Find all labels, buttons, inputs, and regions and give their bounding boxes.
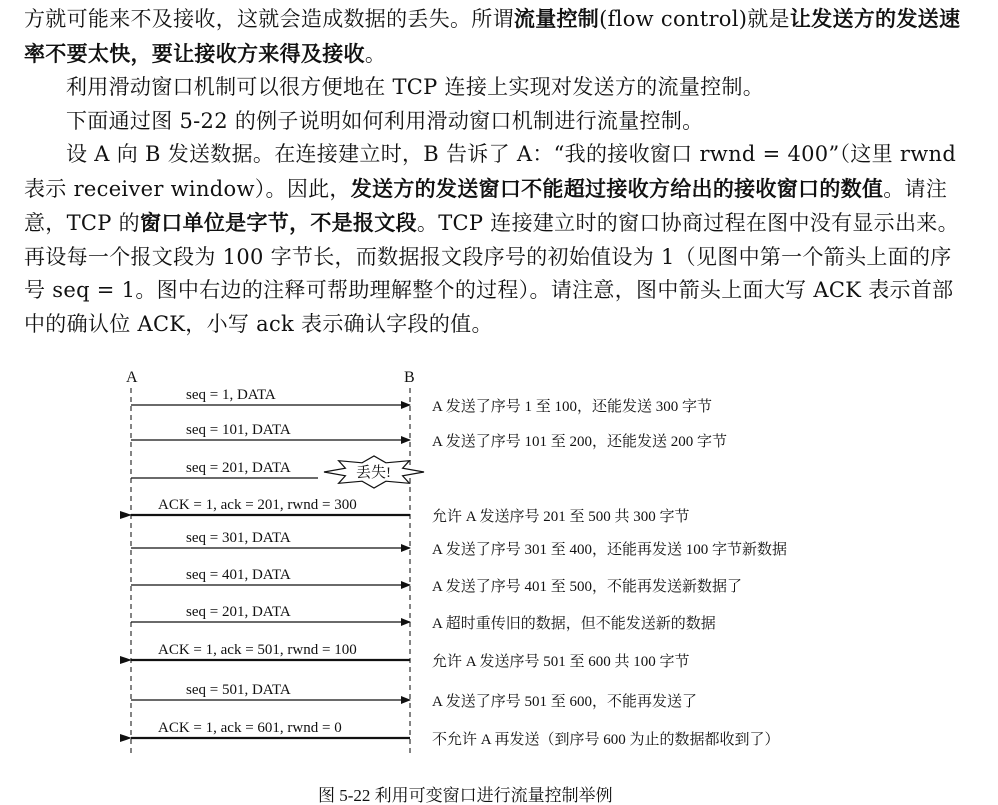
arrow-label: ACK = 1, ack = 201, rwnd = 300 xyxy=(158,497,357,513)
arrow-label: seq = 201, DATA xyxy=(186,460,291,476)
bold-window-unit: 窗口单位是字节，不是报文段 xyxy=(139,210,417,235)
arrow-label: ACK = 1, ack = 501, rwnd = 100 xyxy=(158,642,357,658)
message-6 xyxy=(131,567,742,595)
arrow-label: seq = 501, DATA xyxy=(186,682,291,698)
bold-term-flow-control: 流量控制 xyxy=(513,6,600,31)
text-run: 。TCP 连接建立时的窗口协商过程在图中没有显示出来。再设每一个报文段为 100 字节长，而数据报文段序号的初始值设为 1（见图中第一个箭头上面的序号 seq = 1。图中右边的注释可帮助理解整个的过程）。请注意，图中箭头上面大写 ACK 表示首部中的确认位 ACK，小写 ack 表示确认字段的值。 xyxy=(24,211,959,336)
message-8 xyxy=(131,642,690,670)
message-1 xyxy=(131,387,712,415)
paragraph-example-setup xyxy=(24,138,968,341)
figure-caption: 图 5-22 利用可变窗口进行流量控制举例 xyxy=(318,786,613,805)
arrow-label: ACK = 1, ack = 601, rwnd = 0 xyxy=(158,720,342,736)
party-b-label: B xyxy=(404,369,415,386)
annotation-note: A 发送了序号 1 至 100，还能发送 300 字节 xyxy=(432,399,713,415)
message-7 xyxy=(131,604,716,632)
bold-window-rule: 发送方的发送窗口不能超过接收方给出的接收窗口的数值 xyxy=(350,175,884,201)
text-run: 方就可能来不及接收，这就会造成数据的丢失。所谓 xyxy=(24,7,514,31)
text-run: 设 A 向 B 发送数据。在连接建立时，B 告诉了 A：“我的接收窗口 rwnd = 400”（这里 rwnd 表示 receiver window）。因此， xyxy=(24,142,957,201)
paragraph-sliding-window: 利用滑动窗口机制可以很方便地在 TCP 连接上实现对发送方的流量控制。 xyxy=(66,75,765,99)
text-run: 。请注意，TCP 的 xyxy=(24,176,948,235)
arrow-label: seq = 301, DATA xyxy=(186,530,291,546)
bold-definition: 让发送方的发送速率不要太快，要让接收方来得及接收 xyxy=(24,6,961,66)
lost-label: 丢失! xyxy=(356,465,391,481)
arrow-label: seq = 1, DATA xyxy=(186,387,276,403)
message-10 xyxy=(131,720,780,748)
message-2 xyxy=(131,422,727,450)
annotation-note: 允许 A 发送序号 501 至 600 共 100 字节 xyxy=(432,654,690,670)
annotation-note: 允许 A 发送序号 201 至 500 共 300 字节 xyxy=(432,509,690,525)
message-3 xyxy=(131,456,424,488)
party-a-label: A xyxy=(126,369,138,386)
body-text xyxy=(24,2,968,341)
annotation-note: A 发送了序号 501 至 600，不能再发送了 xyxy=(432,694,698,710)
annotation-note: A 发送了序号 301 至 400，还能再发送 100 字节新数据 xyxy=(432,542,788,558)
paragraph-flow-control-definition xyxy=(24,2,968,71)
annotation-note: A 超时重传旧的数据，但不能发送新的数据 xyxy=(432,616,716,632)
arrow-label: seq = 201, DATA xyxy=(186,604,291,620)
message-9 xyxy=(131,682,697,710)
paragraph-figure-intro: 下面通过图 5-22 的例子说明如何利用滑动窗口机制进行流量控制。 xyxy=(66,108,704,133)
message-5 xyxy=(131,530,787,558)
arrow-label: seq = 401, DATA xyxy=(186,567,291,583)
arrow-label: seq = 101, DATA xyxy=(186,422,291,438)
text-run: 。 xyxy=(364,41,387,66)
message-4 xyxy=(131,497,690,525)
annotation-note: A 发送了序号 401 至 500，不能再发送新数据了 xyxy=(432,579,743,595)
text-run: (flow control)就是 xyxy=(599,7,790,31)
annotation-note: A 发送了序号 101 至 200，还能发送 200 字节 xyxy=(432,434,728,450)
annotation-note: 不允许 A 再发送（到序号 600 为止的数据都收到了） xyxy=(432,732,780,748)
flow-control-diagram xyxy=(0,360,998,805)
